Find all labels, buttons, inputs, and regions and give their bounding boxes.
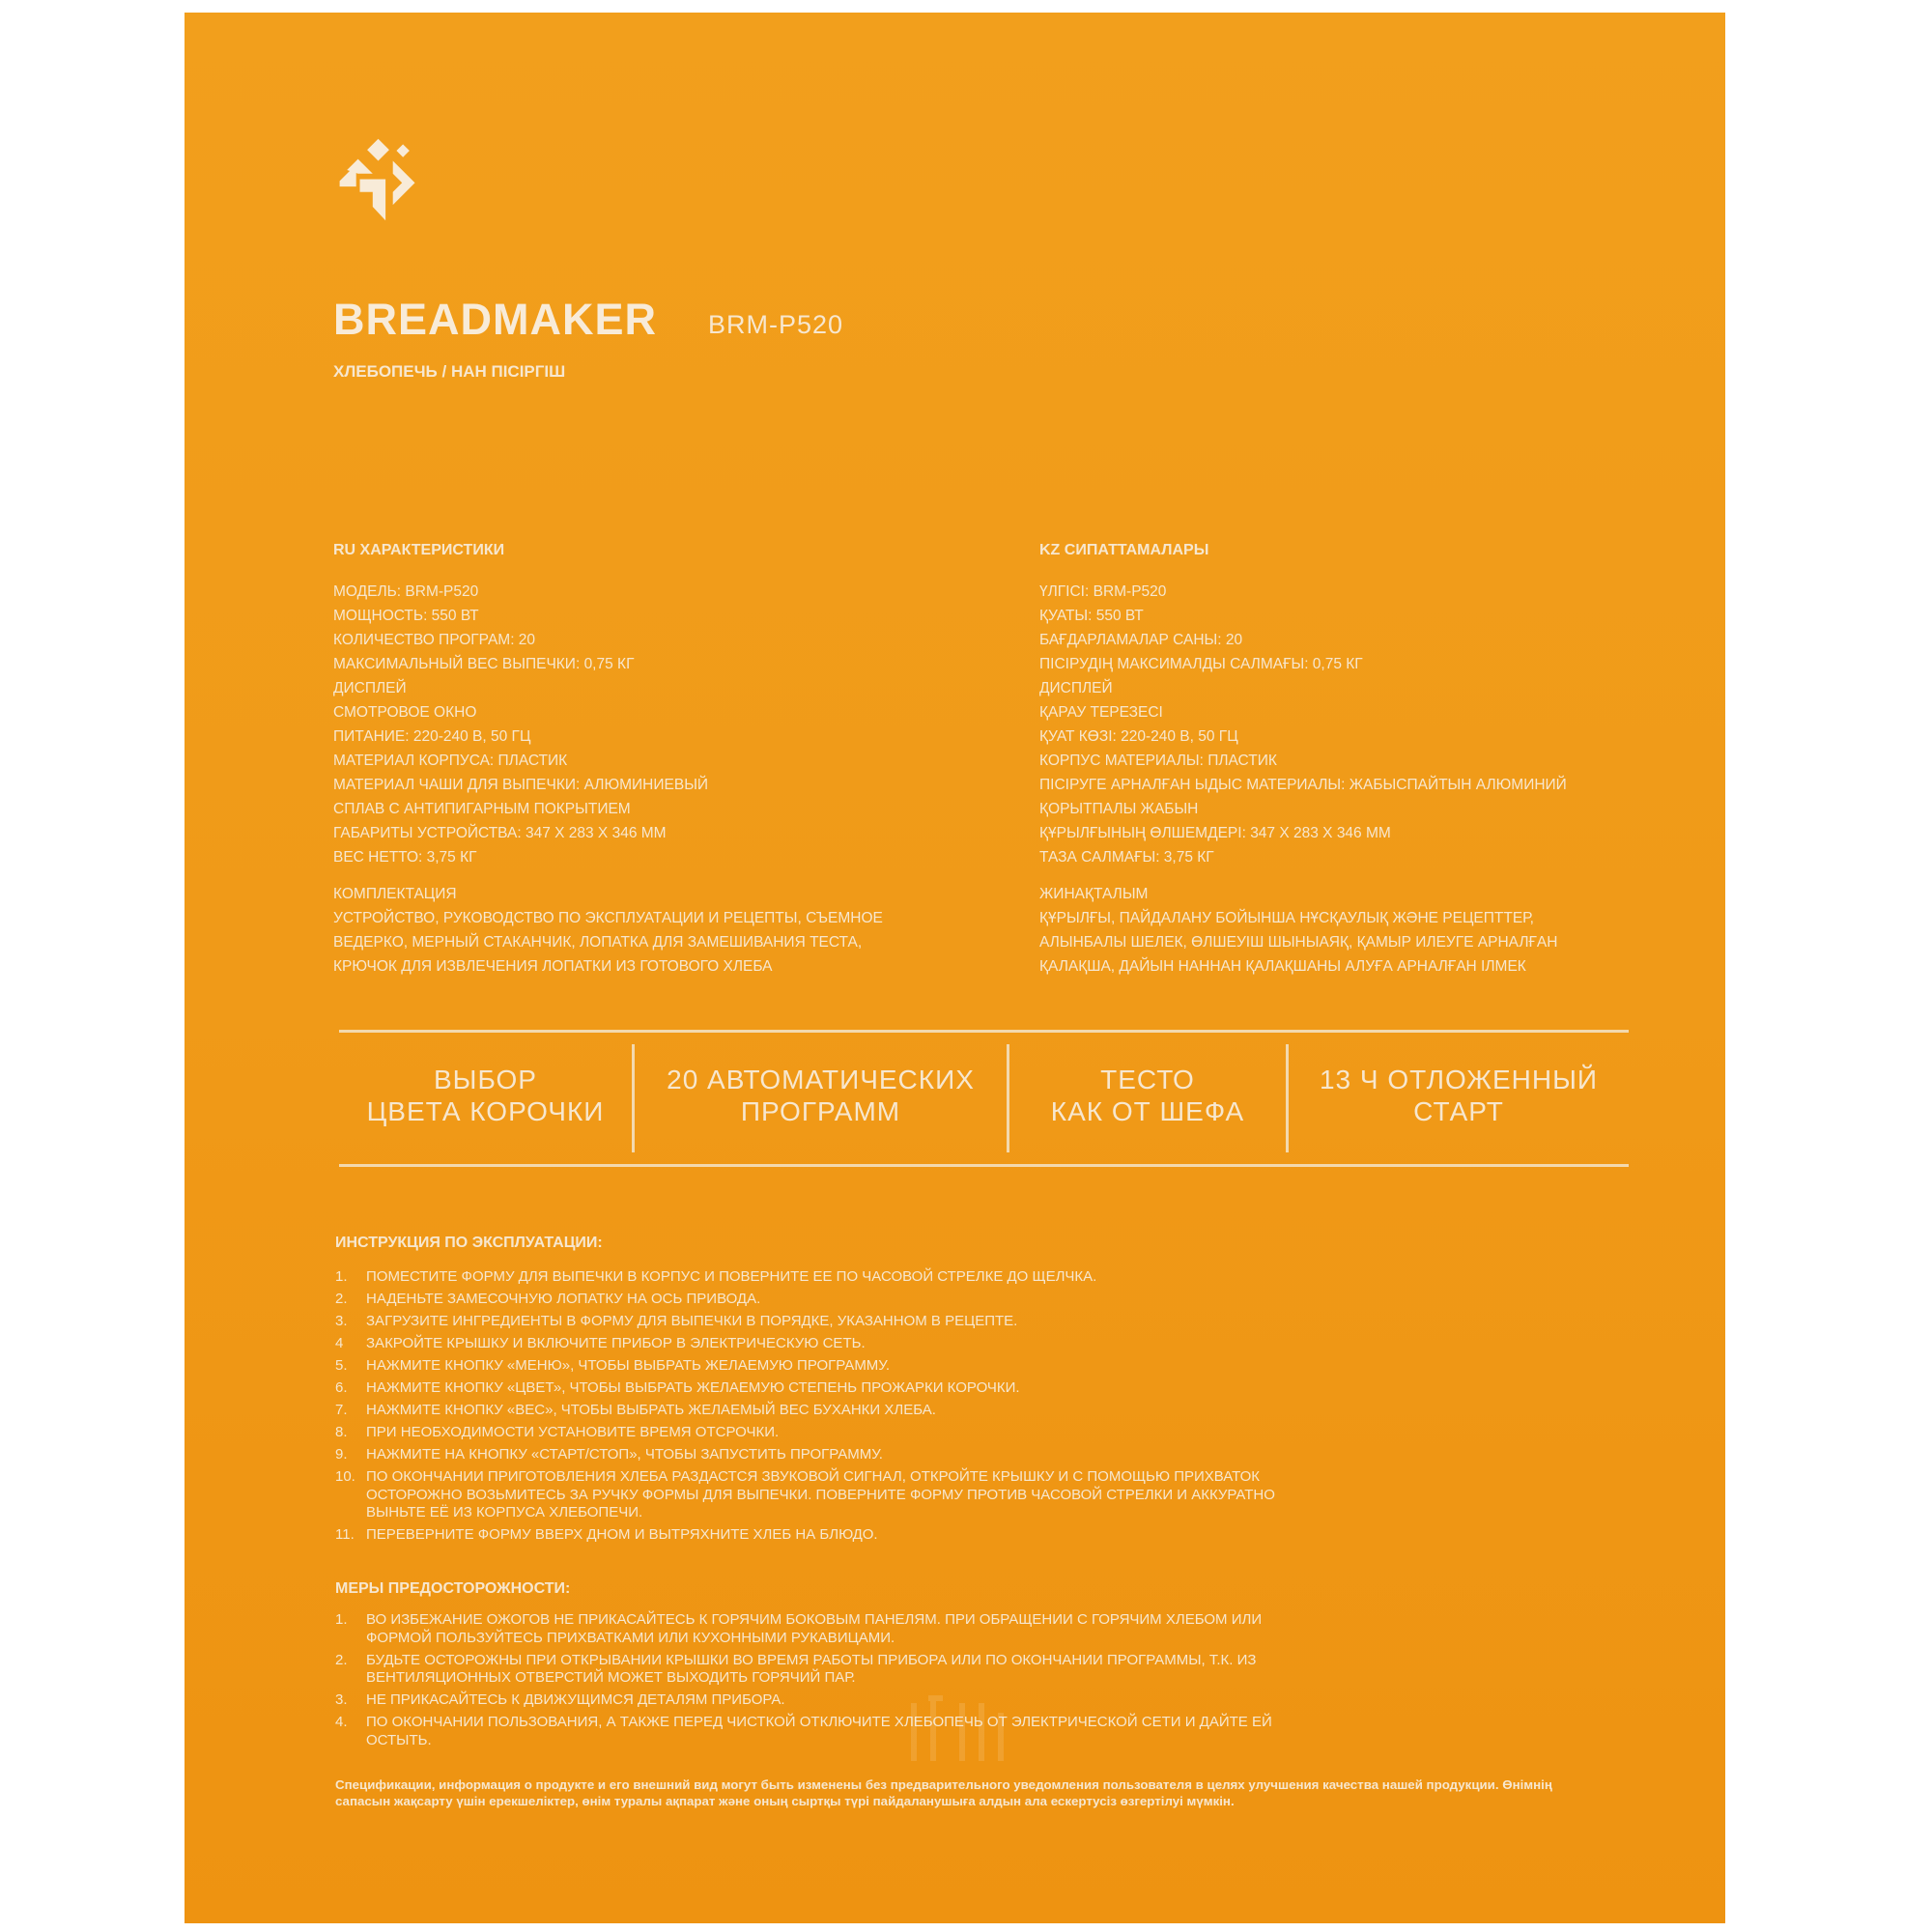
item-number: 7.	[335, 1402, 348, 1418]
item-text: ЗАГРУЗИТЕ ИНГРЕДИЕНТЫ В ФОРМУ ДЛЯ ВЫПЕЧКИ В ПОРЯДКЕ, УКАЗАННОМ В РЕЦЕПТЕ.	[366, 1313, 1018, 1329]
spec-line: ҚАРАУ ТЕРЕЗЕСІ	[1039, 704, 1163, 721]
spec-line: ҚУАТЫ: 550 ВТ	[1039, 608, 1144, 624]
item-text: ПО ОКОНЧАНИИ ПОЛЬЗОВАНИЯ, А ТАКЖЕ ПЕРЕД ЧИСТКОЙ ОТКЛЮЧИТЕ ХЛЕБОПЕЧЬ ОТ ЭЛЕКТРИЧЕСКОЙ СЕТИ И ДАЙТЕ ЕЙ ОСТЫТЬ.	[366, 1714, 1272, 1748]
feature-crust-color	[339, 1064, 632, 1127]
kit-line: ҚАЛАҚША, ДАЙЫН НАННАН ҚАЛАҚШАНЫ АЛУҒА АРНАЛҒАН ІЛМЕК	[1039, 958, 1526, 975]
item-text: ПОМЕСТИТЕ ФОРМУ ДЛЯ ВЫПЕЧКИ В КОРПУС И ПОВЕРНИТЕ ЕЕ ПО ЧАСОВОЙ СТРЕЛКЕ ДО ЩЕЛЧКА.	[366, 1268, 1097, 1285]
spec-line: БАҒДАРЛАМАЛАР САНЫ: 20	[1039, 632, 1243, 648]
spec-line: ВЕС НЕТТО: 3,75 КГ	[333, 849, 477, 866]
item-number: 10.	[335, 1468, 355, 1485]
spec-line: МАТЕРИАЛ ЧАШИ ДЛЯ ВЫПЕЧКИ: АЛЮМИНИЕВЫЙ	[333, 777, 709, 793]
spec-line: ДИСПЛЕЙ	[333, 680, 407, 696]
item-text: ПРИ НЕОБХОДИМОСТИ УСТАНОВИТЕ ВРЕМЯ ОТСРОЧКИ.	[366, 1424, 780, 1440]
list-item	[335, 1446, 1456, 1464]
spec-line: ПІСІРУГЕ АРНАЛҒАН ЫДЫС МАТЕРИАЛЫ: ЖАБЫСПАЙТЫН АЛЮМИНИЙ	[1039, 777, 1567, 793]
feature-dough	[1009, 1064, 1286, 1127]
list-item	[335, 1714, 1311, 1749]
product-subtitle: ХЛЕБОПЕЧЬ / НАН ПІСІРГІШ	[333, 362, 566, 381]
list-item	[335, 1379, 1456, 1398]
list-item	[335, 1691, 1311, 1710]
list-item	[335, 1424, 1456, 1442]
kit-line: КРЮЧОК ДЛЯ ИЗВЛЕЧЕНИЯ ЛОПАТКИ ИЗ ГОТОВОГО ХЛЕБА	[333, 958, 773, 975]
feature-programs	[635, 1064, 1007, 1127]
item-number: 2.	[335, 1291, 348, 1307]
list-item	[335, 1268, 1456, 1287]
list-item	[335, 1357, 1456, 1376]
spec-line: ҚҰРЫЛҒЫНЫҢ ӨЛШЕМДЕРІ: 347 Х 283 Х 346 ММ	[1039, 825, 1391, 841]
feature-line: СТАРТ	[1413, 1096, 1504, 1126]
spec-line: ТАЗА САЛМАҒЫ: 3,75 КГ	[1039, 849, 1214, 866]
item-text: ПО ОКОНЧАНИИ ПРИГОТОВЛЕНИЯ ХЛЕБА РАЗДАСТСЯ ЗВУКОВОЙ СИГНАЛ, ОТКРОЙТЕ КРЫШКУ И С ПОМОЩЬЮ ПРИХВАТОК ОСТОРОЖНО ВОЗЬМИТЕСЬ ЗА РУЧКУ ФОРМЫ ДЛЯ ВЫПЕЧКИ. ПОВЕРНИТЕ ФОРМУ ПРОТИВ ЧАСОВОЙ СТРЕЛКИ И АККУРАТНО ВЫНЬТЕ ЕЁ ИЗ КОРПУСА ХЛЕБОПЕЧИ.	[366, 1468, 1275, 1520]
instructions-heading: ИНСТРУКЦИЯ ПО ЭКСПЛУАТАЦИИ:	[335, 1235, 603, 1251]
feature-line: 20 АВТОМАТИЧЕСКИХ	[667, 1065, 975, 1094]
kit-line: УСТРОЙСТВО, РУКОВОДСТВО ПО ЭКСПЛУАТАЦИИ И РЕЦЕПТЫ, СЪЕМНОЕ	[333, 910, 883, 926]
item-number: 11.	[335, 1526, 355, 1543]
item-text: БУДЬТЕ ОСТОРОЖНЫ ПРИ ОТКРЫВАНИИ КРЫШКИ ВО ВРЕМЯ РАБОТЫ ПРИБОРА ИЛИ ПО ОКОНЧАНИИ ПРОГРАММЫ, Т.К. ИЗ ВЕНТИЛЯЦИОННЫХ ОТВЕРСТИЙ МОЖЕТ ВЫХОДИТЬ ГОРЯЧИЙ ПАР.	[366, 1651, 1257, 1686]
item-text: НАЖМИТЕ КНОПКУ «ВЕС», ЧТОБЫ ВЫБРАТЬ ЖЕЛАЕМЫЙ ВЕС БУХАНКИ ХЛЕБА.	[366, 1402, 936, 1418]
precautions-list	[335, 1611, 1311, 1754]
disclaimer-text: Спецификации, информация о продукте и его внешний вид могут быть изменены без предварительного уведомления пользователя в целях улучшения качества нашей продукции. Өнімнің сапасын жақсарту үшін ерекшеліктер, өнім туралы ақпарат және оның сыртқы түрі пайдаланушыға алдын ала ескертусіз өзгертілуі мүмкін.	[335, 1777, 1552, 1808]
spec-line: МАКСИМАЛЬНЫЙ ВЕС ВЫПЕЧКИ: 0,75 КГ	[333, 656, 635, 672]
product-title: BREADMAKER	[333, 295, 657, 344]
item-text: НАЖМИТЕ КНОПКУ «ЦВЕТ», ЧТОБЫ ВЫБРАТЬ ЖЕЛАЕМУЮ СТЕПЕНЬ ПРОЖАРКИ КОРОЧКИ.	[366, 1379, 1020, 1396]
spec-line: ГАБАРИТЫ УСТРОЙСТВА: 347 Х 283 Х 346 ММ	[333, 825, 667, 841]
spec-line: ПІСІРУДІҢ МАКСИМАЛДЫ САЛМАҒЫ: 0,75 КГ	[1039, 656, 1363, 672]
feature-line: ТЕСТО	[1100, 1065, 1195, 1094]
precautions-heading: МЕРЫ ПРЕДОСТОРОЖНОСТИ:	[335, 1580, 571, 1597]
product-model: BRM-P520	[708, 310, 844, 339]
item-text: НАЖМИТЕ НА КНОПКУ «СТАРТ/СТОП», ЧТОБЫ ЗАПУСТИТЬ ПРОГРАММУ.	[366, 1446, 883, 1463]
list-item	[335, 1526, 1456, 1545]
spec-line: ҚОРЫТПАЛЫ ЖАБЫН	[1039, 801, 1199, 817]
brand-logo-svg	[332, 133, 424, 225]
item-number: 5.	[335, 1357, 348, 1374]
spec-line: МОЩНОСТЬ: 550 ВТ	[333, 608, 479, 624]
kit-line: ВЕДЕРКО, МЕРНЫЙ СТАКАНЧИК, ЛОПАТКА ДЛЯ ЗАМЕШИВАНИЯ ТЕСТА,	[333, 934, 863, 951]
item-number: 3.	[335, 1691, 348, 1708]
list-item	[335, 1291, 1456, 1309]
kit-line: ҚҰРЫЛҒЫ, ПАЙДАЛАНУ БОЙЫНША НҰСҚАУЛЫҚ ЖӘНЕ РЕЦЕПТТЕР,	[1039, 910, 1534, 926]
spec-line: СМОТРОВОЕ ОКНО	[333, 704, 477, 721]
item-text: НАЖМИТЕ КНОПКУ «МЕНЮ», ЧТОБЫ ВЫБРАТЬ ЖЕЛАЕМУЮ ПРОГРАММУ.	[366, 1357, 891, 1374]
spec-line: ДИСПЛЕЙ	[1039, 680, 1113, 696]
feature-line: ПРОГРАММ	[740, 1096, 901, 1126]
feature-line: ВЫБОР	[434, 1065, 537, 1094]
kit-ru-heading: КОМПЛЕКТАЦИЯ	[333, 886, 457, 902]
list-item	[335, 1611, 1311, 1647]
item-number: 3.	[335, 1313, 348, 1329]
list-item	[335, 1652, 1311, 1688]
faint-bakery-svg	[899, 1684, 1025, 1771]
item-number: 2.	[335, 1651, 348, 1668]
spec-line: ҮЛГІСІ: BRM-P520	[1039, 583, 1167, 600]
brand-logo-icon	[332, 133, 424, 225]
specs-kz	[1039, 542, 1716, 979]
item-number: 4	[335, 1335, 344, 1351]
item-number: 1.	[335, 1611, 348, 1628]
item-number: 8.	[335, 1424, 348, 1440]
feature-delayed-start	[1289, 1064, 1629, 1127]
list-item	[335, 1313, 1456, 1331]
spec-line: МАТЕРИАЛ КОРПУСА: ПЛАСТИК	[333, 753, 568, 769]
features-bottom-rule	[339, 1164, 1629, 1167]
spec-line: КОЛИЧЕСТВО ПРОГРАМ: 20	[333, 632, 536, 648]
item-number: 4.	[335, 1714, 348, 1730]
specs-ru	[333, 542, 1009, 979]
item-number: 9.	[335, 1446, 348, 1463]
feature-line: ЦВЕТА КОРОЧКИ	[366, 1096, 605, 1126]
spec-line: ПИТАНИЕ: 220-240 В, 50 ГЦ	[333, 728, 531, 745]
spec-line: ҚУАТ КӨЗІ: 220-240 В, 50 ГЦ	[1039, 728, 1238, 745]
item-number: 1.	[335, 1268, 348, 1285]
spec-line: КОРПУС МАТЕРИАЛЫ: ПЛАСТИК	[1039, 753, 1277, 769]
feature-line: КАК ОТ ШЕФА	[1050, 1096, 1245, 1126]
feature-line: 13 Ч ОТЛОЖЕННЫЙ	[1319, 1065, 1599, 1094]
specs-kz-heading: KZ СИПАТТАМАЛАРЫ	[1039, 542, 1209, 558]
kit-kz-heading: ЖИНАҚТАЛЫМ	[1039, 886, 1149, 902]
item-text: НАДЕНЬТЕ ЗАМЕСОЧНУЮ ЛОПАТКУ НА ОСЬ ПРИВОДА.	[366, 1291, 761, 1307]
list-item	[335, 1402, 1456, 1420]
item-text: ПЕРЕВЕРНИТЕ ФОРМУ ВВЕРХ ДНОМ И ВЫТРЯХНИТЕ ХЛЕБ НА БЛЮДО.	[366, 1526, 878, 1543]
features-top-rule	[339, 1030, 1629, 1033]
item-text: НЕ ПРИКАСАЙТЕСЬ К ДВИЖУЩИМСЯ ДЕТАЛЯМ ПРИБОРА.	[366, 1691, 785, 1708]
spec-line: СПЛАВ С АНТИПИГАРНЫМ ПОКРЫТИЕМ	[333, 801, 631, 817]
instructions-list	[335, 1268, 1456, 1548]
package-panel	[185, 13, 1725, 1923]
item-text: ВО ИЗБЕЖАНИЕ ОЖОГОВ НЕ ПРИКАСАЙТЕСЬ К ГОРЯЧИМ БОКОВЫМ ПАНЕЛЯМ. ПРИ ОБРАЩЕНИИ С ГОРЯЧИМ ХЛЕБОМ ИЛИ ФОРМОЙ ПОЛЬЗУЙТЕСЬ ПРИХВАТКАМИ ИЛИ КУХОННЫМИ РУКАВИЦАМИ.	[366, 1611, 1263, 1646]
kit-line: АЛЫНБАЛЫ ШЕЛЕК, ӨЛШЕУІШ ШЫНЫАЯҚ, ҚАМЫР ИЛЕУГЕ АРНАЛҒАН	[1039, 934, 1558, 951]
item-text: ЗАКРОЙТЕ КРЫШКУ И ВКЛЮЧИТЕ ПРИБОР В ЭЛЕКТРИЧЕСКУЮ СЕТЬ.	[366, 1335, 866, 1351]
list-item	[335, 1468, 1311, 1522]
faint-bakery-icon	[899, 1684, 1025, 1771]
list-item	[335, 1335, 1456, 1353]
spec-line: МОДЕЛЬ: BRM-P520	[333, 583, 479, 600]
specs-ru-heading: RU ХАРАКТЕРИСТИКИ	[333, 542, 505, 558]
item-number: 6.	[335, 1379, 348, 1396]
